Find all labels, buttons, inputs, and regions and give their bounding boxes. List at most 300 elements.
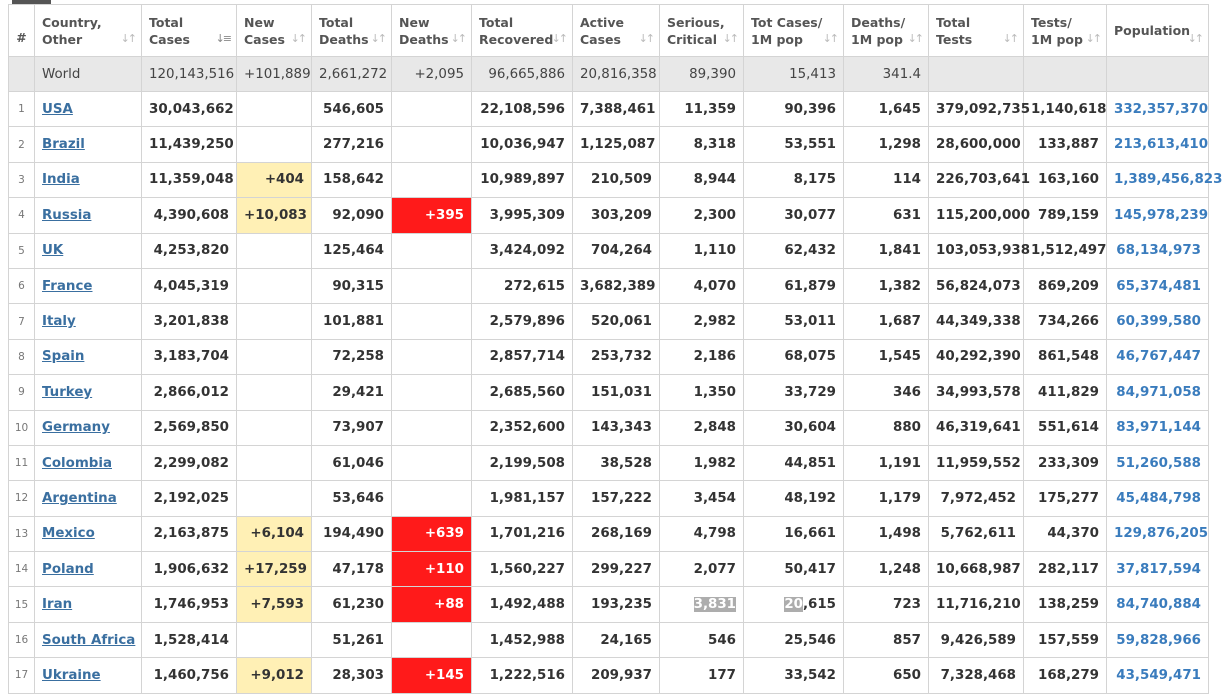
total-tests-cell: 46,319,641 <box>929 410 1024 445</box>
cases-per-1m-cell <box>744 587 844 622</box>
total-cases-cell: 4,253,820 <box>142 233 237 268</box>
total-cases-cell: 11,439,250 <box>142 127 237 162</box>
population-cell <box>1107 658 1209 693</box>
col-header-rank: # <box>9 5 35 57</box>
world-total-deaths: 2,661,272 <box>312 57 392 92</box>
total-deaths-cell: 47,178 <box>312 552 392 587</box>
tests-per-1m-cell: 175,277 <box>1024 481 1107 516</box>
population-cell <box>1107 375 1209 410</box>
new-deaths-cell <box>392 410 472 445</box>
total-tests-cell: 5,762,611 <box>929 516 1024 551</box>
new-deaths-cell <box>392 339 472 374</box>
country-link[interactable]: Ukraine <box>42 667 101 683</box>
table-row <box>9 233 1209 268</box>
total-tests-cell: 34,993,578 <box>929 375 1024 410</box>
world-country: World <box>35 57 142 92</box>
population-link[interactable]: 68,134,973 <box>1116 243 1201 259</box>
population-link[interactable]: 145,978,239 <box>1114 207 1209 223</box>
serious-cell: 2,186 <box>660 339 744 374</box>
new-cases-cell <box>237 92 312 127</box>
row-rank: 17 <box>9 658 35 693</box>
new-cases-cell <box>237 622 312 657</box>
new-cases-cell <box>237 375 312 410</box>
population-cell <box>1107 92 1209 127</box>
total-tests-cell: 103,053,938 <box>929 233 1024 268</box>
total-deaths-cell: 73,907 <box>312 410 392 445</box>
country-link[interactable]: South Africa <box>42 632 136 648</box>
population-cell <box>1107 339 1209 374</box>
total-cases-cell: 1,460,756 <box>142 658 237 693</box>
cases-per-1m-cell: 30,604 <box>744 410 844 445</box>
sort-arrows-icon[interactable]: ↓↑ <box>120 32 135 45</box>
total-recovered-cell: 1,701,216 <box>472 516 573 551</box>
new-cases-cell <box>237 481 312 516</box>
table-row <box>9 587 1209 622</box>
tests-per-1m-cell: 869,209 <box>1024 268 1107 303</box>
serious-cell: 4,070 <box>660 268 744 303</box>
cases-per-1m-cell: 50,417 <box>744 552 844 587</box>
total-recovered-cell: 1,981,157 <box>472 481 573 516</box>
country-link[interactable]: Turkey <box>42 384 93 400</box>
country-cell <box>35 445 142 480</box>
population-link[interactable]: 46,767,447 <box>1116 349 1201 365</box>
serious-cell: 2,300 <box>660 198 744 233</box>
total-tests-cell: 9,426,589 <box>929 622 1024 657</box>
world-total-row <box>9 57 1209 92</box>
row-rank: 2 <box>9 127 35 162</box>
population-link[interactable]: 65,374,481 <box>1116 278 1201 294</box>
population-link[interactable]: 83,971,144 <box>1116 420 1201 436</box>
population-cell <box>1107 552 1209 587</box>
sort-arrows-icon[interactable]: ↓↑ <box>1085 32 1100 45</box>
population-cell <box>1107 233 1209 268</box>
tests-per-1m-cell: 1,140,618 <box>1024 92 1107 127</box>
world-new-deaths: +2,095 <box>392 57 472 92</box>
deaths-per-1m-cell: 1,298 <box>844 127 929 162</box>
total-recovered-cell: 2,579,896 <box>472 304 573 339</box>
serious-cell: 2,848 <box>660 410 744 445</box>
population-cell <box>1107 516 1209 551</box>
sort-arrows-icon[interactable]: ↓↑ <box>907 32 922 45</box>
cases-per-1m-cell: 53,011 <box>744 304 844 339</box>
row-rank: 11 <box>9 445 35 480</box>
total-cases-cell: 2,299,082 <box>142 445 237 480</box>
total-tests-cell: 44,349,338 <box>929 304 1024 339</box>
total-recovered-cell: 1,492,488 <box>472 587 573 622</box>
population-link[interactable]: 60,399,580 <box>1116 314 1201 330</box>
table-row <box>9 92 1209 127</box>
country-link[interactable]: UK <box>42 243 64 259</box>
new-cases-cell <box>237 304 312 339</box>
population-cell <box>1107 410 1209 445</box>
col-header-total-cases[interactable]: Total Cases ↓≡ <box>142 5 237 57</box>
col-header-total-deaths[interactable]: Total Deaths ↓↑ <box>312 5 392 57</box>
cases-per-1m-cell: 30,077 <box>744 198 844 233</box>
sort-arrows-icon[interactable]: ↓↑ <box>822 32 837 45</box>
serious-cell: 2,077 <box>660 552 744 587</box>
tests-per-1m-cell: 734,266 <box>1024 304 1107 339</box>
serious-cell: 177 <box>660 658 744 693</box>
col-header-active-cases[interactable]: Active Cases ↓↑ <box>573 5 660 57</box>
active-cases-cell: 299,227 <box>573 552 660 587</box>
deaths-per-1m-cell: 1,645 <box>844 92 929 127</box>
serious-cell: 1,350 <box>660 375 744 410</box>
sort-arrows-icon[interactable]: ↓↑ <box>551 32 566 45</box>
country-link[interactable]: Poland <box>42 561 94 577</box>
world-total-tests <box>929 57 1024 92</box>
population-link[interactable]: 213,613,410 <box>1114 137 1209 153</box>
serious-cell: 11,359 <box>660 92 744 127</box>
new-deaths-cell <box>392 304 472 339</box>
population-cell <box>1107 587 1209 622</box>
new-cases-cell <box>237 233 312 268</box>
total-recovered-cell: 1,222,516 <box>472 658 573 693</box>
total-cases-cell: 2,569,850 <box>142 410 237 445</box>
deaths-per-1m-cell: 631 <box>844 198 929 233</box>
deaths-per-1m-cell: 1,687 <box>844 304 929 339</box>
total-recovered-cell: 22,108,596 <box>472 92 573 127</box>
total-tests-cell: 28,600,000 <box>929 127 1024 162</box>
total-recovered-cell: 2,199,508 <box>472 445 573 480</box>
population-link[interactable]: 45,484,798 <box>1116 490 1201 506</box>
country-cell <box>35 481 142 516</box>
new-deaths-cell <box>392 233 472 268</box>
new-deaths-cell <box>392 92 472 127</box>
sort-arrows-icon[interactable]: ↓↑ <box>370 32 385 45</box>
total-cases-cell: 3,183,704 <box>142 339 237 374</box>
new-deaths-cell: +145 <box>392 658 472 693</box>
country-link[interactable]: France <box>42 278 93 294</box>
active-cases-cell: 3,682,389 <box>573 268 660 303</box>
country-link[interactable]: Spain <box>42 349 85 365</box>
unselected-text: ,615 <box>802 597 836 613</box>
tests-per-1m-cell: 282,117 <box>1024 552 1107 587</box>
new-deaths-cell: +110 <box>392 552 472 587</box>
sort-arrows-icon[interactable]: ↓↑ <box>1002 32 1017 45</box>
deaths-per-1m-cell: 346 <box>844 375 929 410</box>
total-deaths-cell: 61,046 <box>312 445 392 480</box>
active-cases-cell: 268,169 <box>573 516 660 551</box>
table-row <box>9 198 1209 233</box>
total-deaths-cell: 61,230 <box>312 587 392 622</box>
row-rank: 15 <box>9 587 35 622</box>
deaths-per-1m-cell: 1,382 <box>844 268 929 303</box>
table-row <box>9 622 1209 657</box>
table-row <box>9 127 1209 162</box>
covid-stats-table <box>8 4 1222 694</box>
country-cell <box>35 162 142 197</box>
new-cases-cell <box>237 410 312 445</box>
world-serious: 89,390 <box>660 57 744 92</box>
serious-cell <box>660 587 744 622</box>
population-cell <box>1107 445 1209 480</box>
country-link[interactable]: Russia <box>42 207 92 223</box>
tests-per-1m-cell: 861,548 <box>1024 339 1107 374</box>
selected-text: 20 <box>784 597 803 613</box>
country-link[interactable]: Brazil <box>42 137 85 153</box>
population-link[interactable]: 43,549,471 <box>1116 667 1201 683</box>
new-cases-cell: +404 <box>237 162 312 197</box>
new-deaths-cell <box>392 375 472 410</box>
country-link[interactable]: USA <box>42 101 73 117</box>
population-cell <box>1107 198 1209 233</box>
total-cases-cell: 2,866,012 <box>142 375 237 410</box>
active-cases-cell: 210,509 <box>573 162 660 197</box>
population-link[interactable]: 37,817,594 <box>1116 561 1201 577</box>
country-link[interactable]: India <box>42 172 80 188</box>
table-row <box>9 375 1209 410</box>
cases-per-1m-cell: 53,551 <box>744 127 844 162</box>
serious-cell: 8,318 <box>660 127 744 162</box>
active-cases-cell: 520,061 <box>573 304 660 339</box>
country-cell <box>35 375 142 410</box>
total-deaths-cell: 29,421 <box>312 375 392 410</box>
tests-per-1m-cell: 789,159 <box>1024 198 1107 233</box>
total-cases-cell: 4,045,319 <box>142 268 237 303</box>
col-header-new-deaths[interactable]: New Deaths ↓↑ <box>392 5 472 57</box>
total-deaths-cell: 53,646 <box>312 481 392 516</box>
world-tests-per-1m <box>1024 57 1107 92</box>
sort-arrows-icon[interactable]: ↓↑ <box>722 32 737 45</box>
total-deaths-cell: 72,258 <box>312 339 392 374</box>
new-cases-cell <box>237 339 312 374</box>
new-deaths-cell <box>392 127 472 162</box>
active-cases-cell: 143,343 <box>573 410 660 445</box>
tests-per-1m-cell: 1,512,497 <box>1024 233 1107 268</box>
population-cell <box>1107 127 1209 162</box>
col-header-serious-critical[interactable]: Serious, Critical ↓↑ <box>660 5 744 57</box>
deaths-per-1m-cell: 650 <box>844 658 929 693</box>
sort-arrows-icon[interactable]: ↓↑ <box>290 32 305 45</box>
new-cases-cell: +9,012 <box>237 658 312 693</box>
serious-cell: 3,454 <box>660 481 744 516</box>
total-cases-cell: 1,528,414 <box>142 622 237 657</box>
serious-cell: 546 <box>660 622 744 657</box>
total-cases-cell: 4,390,608 <box>142 198 237 233</box>
table-header-row <box>9 5 1209 57</box>
cases-per-1m-cell: 68,075 <box>744 339 844 374</box>
total-tests-cell: 226,703,641 <box>929 162 1024 197</box>
total-tests-cell: 115,200,000 <box>929 198 1024 233</box>
active-cases-cell: 7,388,461 <box>573 92 660 127</box>
total-tests-cell: 11,959,552 <box>929 445 1024 480</box>
population-cell <box>1107 481 1209 516</box>
serious-cell: 4,798 <box>660 516 744 551</box>
new-cases-cell <box>237 127 312 162</box>
population-link[interactable]: 84,740,884 <box>1116 597 1201 613</box>
row-rank: 1 <box>9 92 35 127</box>
total-deaths-cell: 51,261 <box>312 622 392 657</box>
col-header-deaths-per-1m[interactable]: Deaths/ 1M pop ↓↑ <box>844 5 929 57</box>
total-recovered-cell: 3,424,092 <box>472 233 573 268</box>
country-link[interactable]: Italy <box>42 314 76 330</box>
row-rank: 8 <box>9 339 35 374</box>
tests-per-1m-cell: 233,309 <box>1024 445 1107 480</box>
total-deaths-cell: 28,303 <box>312 658 392 693</box>
country-cell <box>35 127 142 162</box>
row-rank: 3 <box>9 162 35 197</box>
cases-per-1m-cell: 61,879 <box>744 268 844 303</box>
new-deaths-cell <box>392 268 472 303</box>
population-link[interactable]: 332,357,370 <box>1114 101 1209 117</box>
col-header-population[interactable]: Population ↓↑ <box>1107 5 1209 57</box>
population-cell <box>1107 162 1222 197</box>
tests-per-1m-cell: 168,279 <box>1024 658 1107 693</box>
population-link[interactable]: 59,828,966 <box>1116 632 1201 648</box>
total-cases-cell: 11,359,048 <box>142 162 237 197</box>
population-link[interactable]: 51,260,588 <box>1116 455 1201 471</box>
row-rank: 7 <box>9 304 35 339</box>
col-header-total-recovered[interactable]: Total Recovered ↓↑ <box>472 5 573 57</box>
total-recovered-cell: 10,989,897 <box>472 162 573 197</box>
total-recovered-cell: 1,560,227 <box>472 552 573 587</box>
row-rank: 9 <box>9 375 35 410</box>
cases-per-1m-cell: 16,661 <box>744 516 844 551</box>
total-deaths-cell: 194,490 <box>312 516 392 551</box>
new-deaths-cell <box>392 162 472 197</box>
total-cases-cell: 2,163,875 <box>142 516 237 551</box>
new-cases-cell: +6,104 <box>237 516 312 551</box>
country-link[interactable]: Mexico <box>42 526 95 542</box>
tests-per-1m-cell: 44,370 <box>1024 516 1107 551</box>
table-row <box>9 445 1209 480</box>
active-cases-cell: 704,264 <box>573 233 660 268</box>
active-cases-cell: 151,031 <box>573 375 660 410</box>
table-row <box>9 481 1209 516</box>
total-tests-cell: 7,972,452 <box>929 481 1024 516</box>
world-total-recovered: 96,665,886 <box>472 57 573 92</box>
world-population <box>1107 57 1209 92</box>
total-deaths-cell: 125,464 <box>312 233 392 268</box>
country-cell <box>35 622 142 657</box>
total-tests-cell: 40,292,390 <box>929 339 1024 374</box>
population-link[interactable]: 129,876,205 <box>1114 526 1209 542</box>
country-cell <box>35 552 142 587</box>
cases-per-1m-cell: 8,175 <box>744 162 844 197</box>
new-deaths-cell <box>392 481 472 516</box>
country-cell <box>35 339 142 374</box>
new-cases-cell: +7,593 <box>237 587 312 622</box>
country-cell <box>35 233 142 268</box>
new-deaths-cell: +395 <box>392 198 472 233</box>
new-cases-cell: +10,083 <box>237 198 312 233</box>
tests-per-1m-cell: 138,259 <box>1024 587 1107 622</box>
population-link[interactable]: 1,389,456,823 <box>1114 172 1222 188</box>
active-cases-cell: 1,125,087 <box>573 127 660 162</box>
country-link[interactable]: Argentina <box>42 490 117 506</box>
table-row <box>9 268 1209 303</box>
new-deaths-cell <box>392 445 472 480</box>
col-header-cases-per-1m[interactable]: Tot Cases/ 1M pop ↓↑ <box>744 5 844 57</box>
deaths-per-1m-cell: 1,248 <box>844 552 929 587</box>
tests-per-1m-cell: 551,614 <box>1024 410 1107 445</box>
new-deaths-cell: +88 <box>392 587 472 622</box>
world-cases-per-1m: 15,413 <box>744 57 844 92</box>
row-rank: 10 <box>9 410 35 445</box>
world-deaths-per-1m: 341.4 <box>844 57 929 92</box>
total-recovered-cell: 2,685,560 <box>472 375 573 410</box>
deaths-per-1m-cell: 1,545 <box>844 339 929 374</box>
total-recovered-cell: 2,857,714 <box>472 339 573 374</box>
cases-per-1m-cell: 33,542 <box>744 658 844 693</box>
active-cases-cell: 193,235 <box>573 587 660 622</box>
sort-desc-icon[interactable]: ↓≡ <box>215 32 230 45</box>
world-total-cases: 120,143,516 <box>142 57 237 92</box>
country-link[interactable]: Iran <box>42 597 73 613</box>
country-link[interactable]: Colombia <box>42 455 112 471</box>
country-link[interactable]: Germany <box>42 420 110 436</box>
serious-cell: 8,944 <box>660 162 744 197</box>
new-cases-cell <box>237 268 312 303</box>
col-header-total-tests[interactable]: Total Tests ↓↑ <box>929 5 1024 57</box>
country-cell <box>35 658 142 693</box>
tests-per-1m-cell: 411,829 <box>1024 375 1107 410</box>
population-cell <box>1107 622 1209 657</box>
country-cell <box>35 304 142 339</box>
sort-arrows-icon[interactable]: ↓↑ <box>638 32 653 45</box>
total-deaths-cell: 92,090 <box>312 198 392 233</box>
country-cell <box>35 268 142 303</box>
new-cases-cell: +17,259 <box>237 552 312 587</box>
row-rank: 4 <box>9 198 35 233</box>
table-row <box>9 552 1209 587</box>
deaths-per-1m-cell: 114 <box>844 162 929 197</box>
total-tests-cell: 10,668,987 <box>929 552 1024 587</box>
total-tests-cell: 379,092,735 <box>929 92 1024 127</box>
cases-per-1m-cell: 62,432 <box>744 233 844 268</box>
row-rank: 13 <box>9 516 35 551</box>
cases-per-1m-cell: 90,396 <box>744 92 844 127</box>
cases-per-1m-cell: 25,546 <box>744 622 844 657</box>
total-tests-cell: 56,824,073 <box>929 268 1024 303</box>
country-cell <box>35 198 142 233</box>
total-cases-cell: 3,201,838 <box>142 304 237 339</box>
total-deaths-cell: 277,216 <box>312 127 392 162</box>
total-tests-cell: 11,716,210 <box>929 587 1024 622</box>
total-cases-cell: 2,192,025 <box>142 481 237 516</box>
serious-cell: 1,982 <box>660 445 744 480</box>
col-header-new-cases[interactable]: New Cases ↓↑ <box>237 5 312 57</box>
table-row <box>9 162 1209 197</box>
row-rank: 5 <box>9 233 35 268</box>
row-rank: 14 <box>9 552 35 587</box>
active-cases-cell: 209,937 <box>573 658 660 693</box>
country-cell <box>35 516 142 551</box>
col-header-tests-per-1m[interactable]: Tests/ 1M pop ↓↑ <box>1024 5 1107 57</box>
col-header-country[interactable]: Country, Other ↓↑ <box>35 5 142 57</box>
total-recovered-cell: 3,995,309 <box>472 198 573 233</box>
total-deaths-cell: 158,642 <box>312 162 392 197</box>
total-cases-cell: 1,746,953 <box>142 587 237 622</box>
total-cases-cell: 30,043,662 <box>142 92 237 127</box>
tests-per-1m-cell: 157,559 <box>1024 622 1107 657</box>
table-row <box>9 339 1209 374</box>
total-recovered-cell: 10,036,947 <box>472 127 573 162</box>
deaths-per-1m-cell: 1,498 <box>844 516 929 551</box>
active-cases-cell: 38,528 <box>573 445 660 480</box>
country-cell <box>35 410 142 445</box>
country-cell <box>35 587 142 622</box>
population-link[interactable]: 84,971,058 <box>1116 384 1201 400</box>
sort-arrows-icon[interactable]: ↓↑ <box>450 32 465 45</box>
row-rank: 6 <box>9 268 35 303</box>
cases-per-1m-cell: 44,851 <box>744 445 844 480</box>
active-cases-cell: 24,165 <box>573 622 660 657</box>
sort-arrows-icon[interactable]: ↓↑ <box>1187 32 1202 45</box>
deaths-per-1m-cell: 1,841 <box>844 233 929 268</box>
deaths-per-1m-cell: 1,191 <box>844 445 929 480</box>
country-cell <box>35 92 142 127</box>
